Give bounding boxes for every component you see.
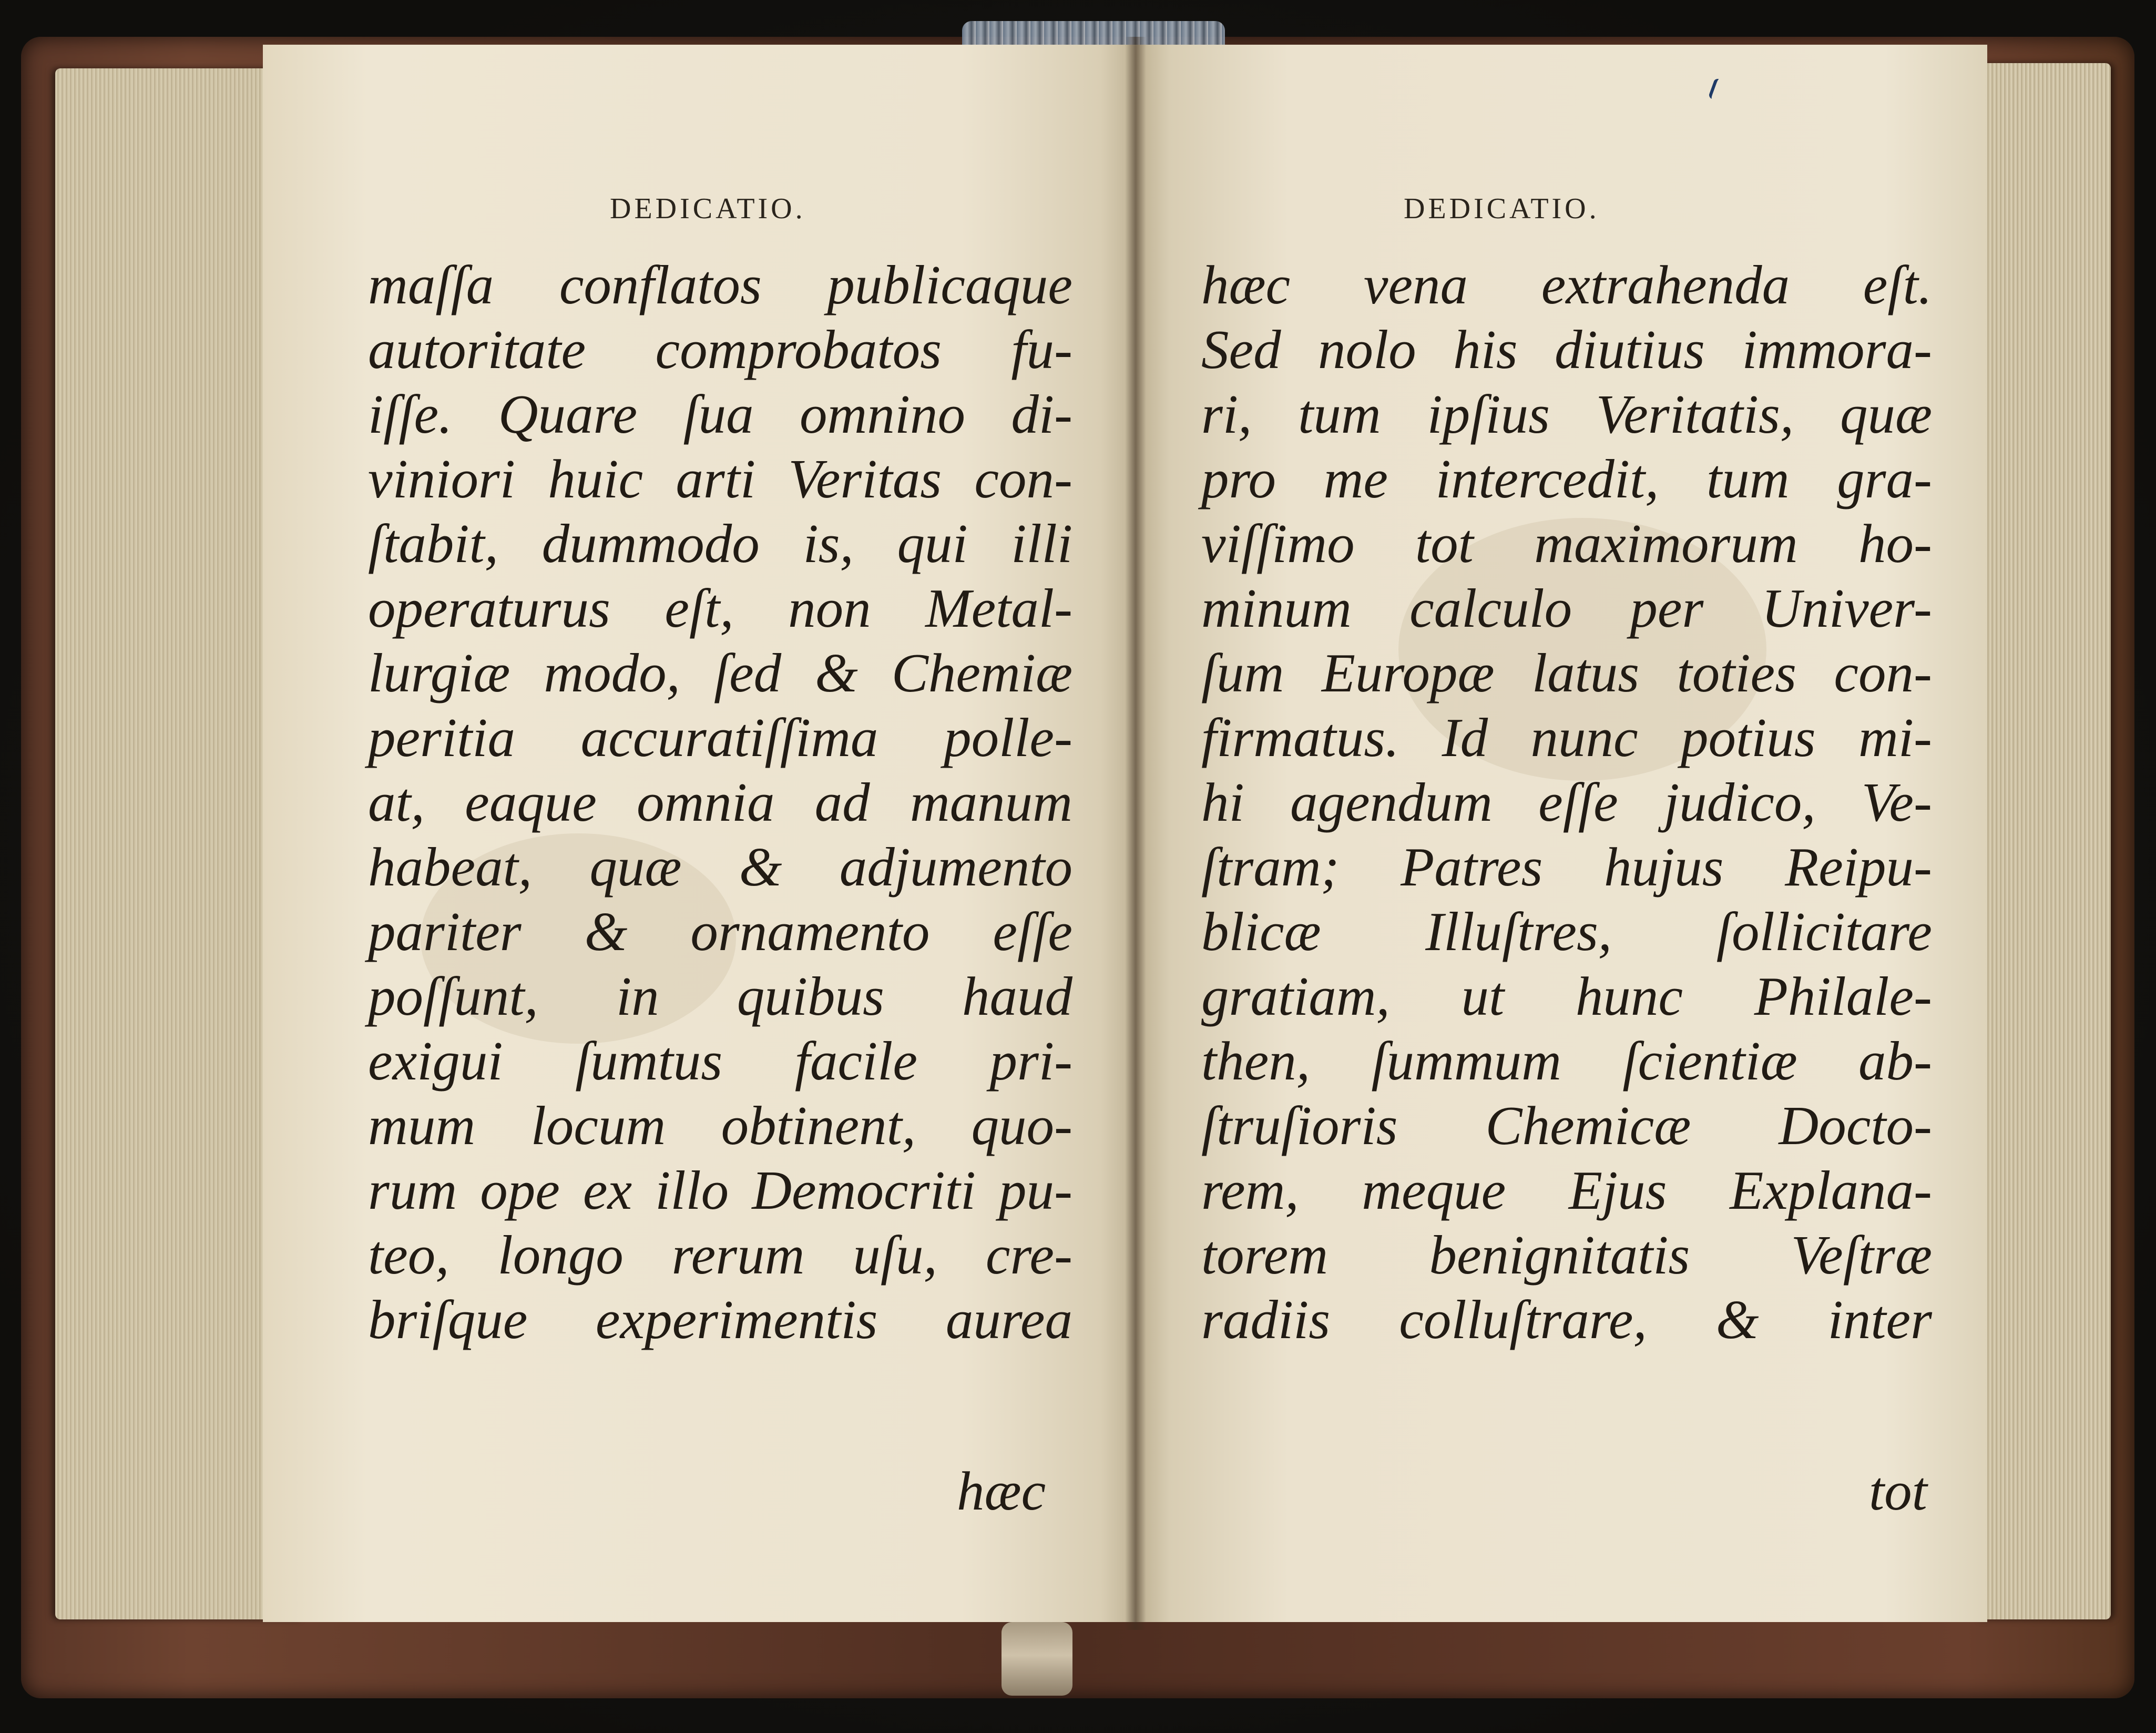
text-line: habeat, quæ & adjumento (368, 836, 1072, 898)
running-head-left: DEDICATIO. (610, 192, 806, 225)
text-block-left (368, 252, 1072, 1352)
catchword-right: tot (1869, 1460, 1927, 1522)
text-line: at, eaque omnia ad manum (368, 771, 1072, 833)
text-line: blicæ Illuſtres, ſollicitare (1201, 901, 1932, 962)
text-line: ſtram; Patres hujus Reipu- (1201, 836, 1932, 898)
text-line: pariter & ornamento eſſe (368, 901, 1072, 962)
text-line: peritia accuratiſſima polle- (368, 707, 1072, 768)
text-line: ſtruſioris Chemicæ Docto- (1201, 1095, 1932, 1156)
text-line: teo, longo rerum uſu, cre- (368, 1224, 1072, 1286)
catchword-left: hæc (957, 1460, 1046, 1522)
text-line: mum locum obtinent, quo- (368, 1095, 1072, 1156)
text-line: hi agendum eſſe judico, Ve- (1201, 771, 1932, 833)
text-line: lurgiæ modo, ſed & Chemiæ (368, 642, 1072, 704)
text-line: pro me intercedit, tum gra- (1201, 448, 1932, 509)
text-line: Sed nolo his diutius immora- (1201, 319, 1932, 380)
book-gutter (1125, 37, 1146, 1630)
text-line: ri, tum ipſius Veritatis, quæ (1201, 383, 1932, 445)
text-line: firmatus. Id nunc potius mi- (1201, 707, 1932, 768)
text-block-right (1201, 252, 1932, 1352)
text-line: maſſa conflatos publicaque (368, 254, 1072, 315)
text-line: viſſimo tot maximorum ho- (1201, 513, 1932, 574)
text-line: rem, meque Ejus Explana- (1201, 1159, 1932, 1221)
text-line: hæc vena extrahenda eſt. (1201, 254, 1932, 315)
text-line: minum calculo per Univer- (1201, 577, 1932, 639)
text-line: gratiam, ut hunc Philale- (1201, 965, 1932, 1027)
text-line: operaturus eſt, non Metal- (368, 577, 1072, 639)
page-edges-right (1977, 63, 2111, 1619)
text-line: ſum Europæ latus toties con- (1201, 642, 1932, 704)
bookmark-ribbon (1002, 1622, 1072, 1696)
running-head-right: DEDICATIO. (1404, 192, 1600, 225)
text-line: ſtabit, dummodo is, qui illi (368, 513, 1072, 574)
left-page (263, 45, 1136, 1622)
text-line: viniori huic arti Veritas con- (368, 448, 1072, 509)
text-line: briſque experimentis aurea (368, 1289, 1072, 1350)
text-line: radiis colluſtrare, & inter (1201, 1289, 1932, 1350)
text-line: exigui ſumtus facile pri- (368, 1030, 1072, 1092)
text-line: poſſunt, in quibus haud (368, 965, 1072, 1027)
text-line: iſſe. Quare ſua omnino di- (368, 383, 1072, 445)
text-line: then, ſummum ſcientiæ ab- (1201, 1030, 1932, 1092)
right-page (1136, 45, 1987, 1622)
text-line: autoritate comprobatos fu- (368, 319, 1072, 380)
text-line: torem benignitatis Veſtræ (1201, 1224, 1932, 1286)
text-line: rum ope ex illo Democriti pu- (368, 1159, 1072, 1221)
